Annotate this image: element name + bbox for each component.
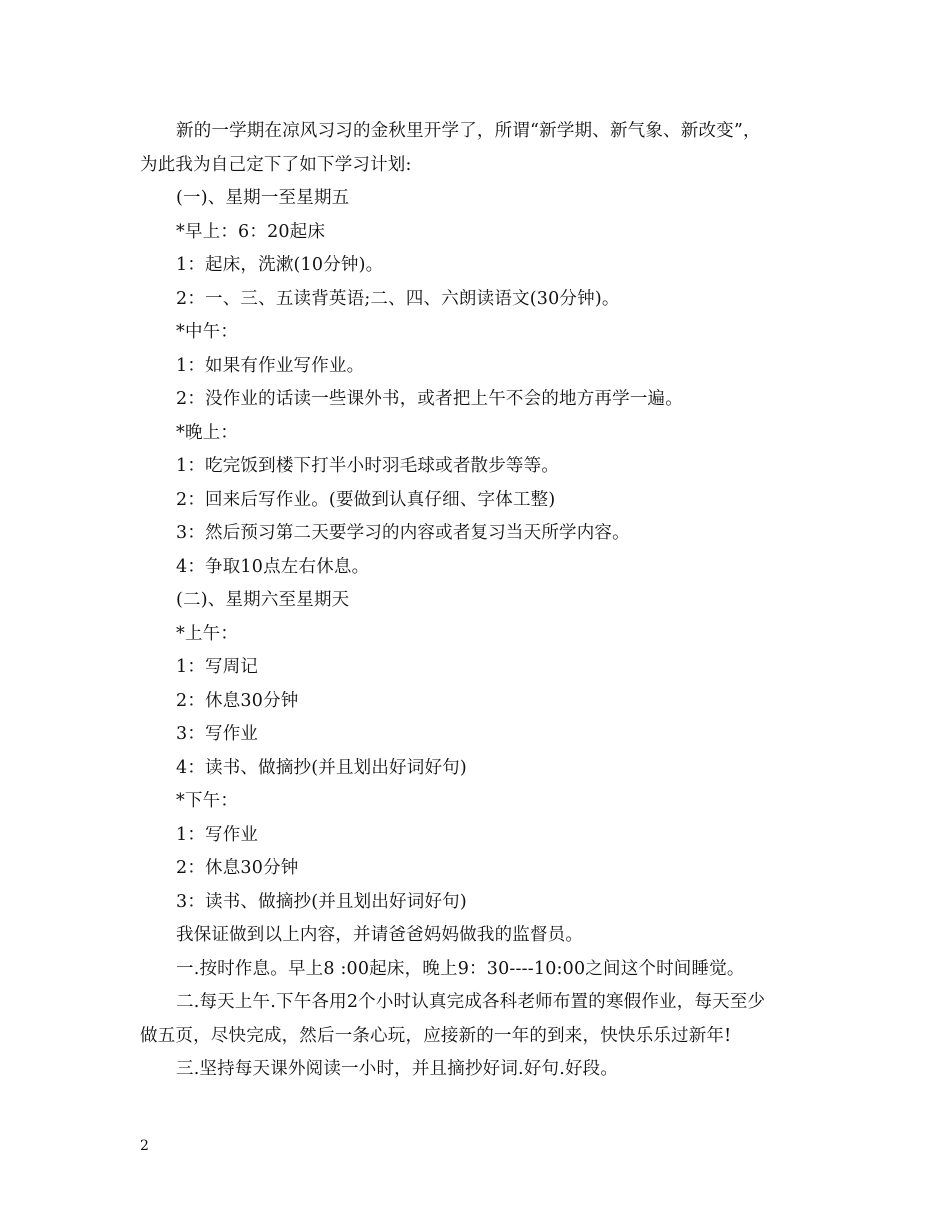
paragraph-line: 新的一学期在凉风习习的金秋里开学了，所谓“新学期、新气象、新改变”， bbox=[176, 121, 761, 141]
subsection-heading: *中午： bbox=[176, 322, 239, 342]
list-item: 2：没作业的话读一些课外书，或者把上午不会的地方再学一遍。 bbox=[176, 389, 683, 409]
list-item: 2：休息30分钟 bbox=[176, 690, 299, 711]
list-item: 1：如果有作业写作业。 bbox=[176, 355, 365, 376]
list-item: 1：写周记 bbox=[176, 657, 259, 677]
list-item: 3：读书、做摘抄(并且划出好词好句) bbox=[176, 891, 467, 912]
list-item: 1：起床，洗漱(10分钟)。 bbox=[176, 255, 384, 275]
list-item: 2：回来后写作业。(要做到认真仔细、字体工整) bbox=[176, 489, 556, 510]
paragraph-line: 二.每天上午.下午各用2个小时认真完成各科老师布置的寒假作业，每天至少 bbox=[176, 992, 766, 1012]
paragraph-line: 做五页，尽快完成，然后一条心玩，应接新的一年的到来，快快乐乐过新年! bbox=[140, 1025, 732, 1046]
subsection-heading: *早上：6：20起床 bbox=[176, 221, 326, 242]
section-heading: (一)、星期一至星期五 bbox=[176, 188, 350, 208]
list-item: 1：吃完饭到楼下打半小时羽毛球或者散步等等。 bbox=[176, 456, 560, 476]
list-item: 4：读书、做摘抄(并且划出好词好句) bbox=[176, 757, 467, 778]
document-body bbox=[140, 115, 820, 1087]
page-number: 2 bbox=[140, 1138, 149, 1154]
subsection-heading: *上午： bbox=[176, 623, 239, 644]
list-item: 2：一、三、五读背英语;二、四、六朗读语文(30分钟)。 bbox=[176, 288, 620, 309]
list-item: 3：写作业 bbox=[176, 724, 259, 744]
list-item: 2：休息30分钟 bbox=[176, 858, 299, 878]
subsection-heading: *晚上： bbox=[176, 422, 239, 443]
paragraph-line: 我保证做到以上内容，并请爸爸妈妈做我的监督员。 bbox=[176, 925, 584, 945]
paragraph-line: 一.按时作息。早上8 :00起床，晚上9：30----10:00之间这个时间睡觉。 bbox=[176, 958, 745, 979]
paragraph-line: 为此我为自己定下了如下学习计划: bbox=[140, 154, 412, 175]
list-item: 1：写作业 bbox=[176, 824, 259, 845]
section-heading: (二)、星期六至星期天 bbox=[176, 590, 350, 610]
subsection-heading: *下午： bbox=[176, 791, 239, 811]
list-item: 3：然后预习第二天要学习的内容或者复习当天所学内容。 bbox=[176, 523, 630, 543]
paragraph-line: 三.坚持每天课外阅读一小时，并且摘抄好词.好句.好段。 bbox=[176, 1059, 619, 1079]
list-item: 4：争取10点左右休息。 bbox=[176, 556, 370, 577]
